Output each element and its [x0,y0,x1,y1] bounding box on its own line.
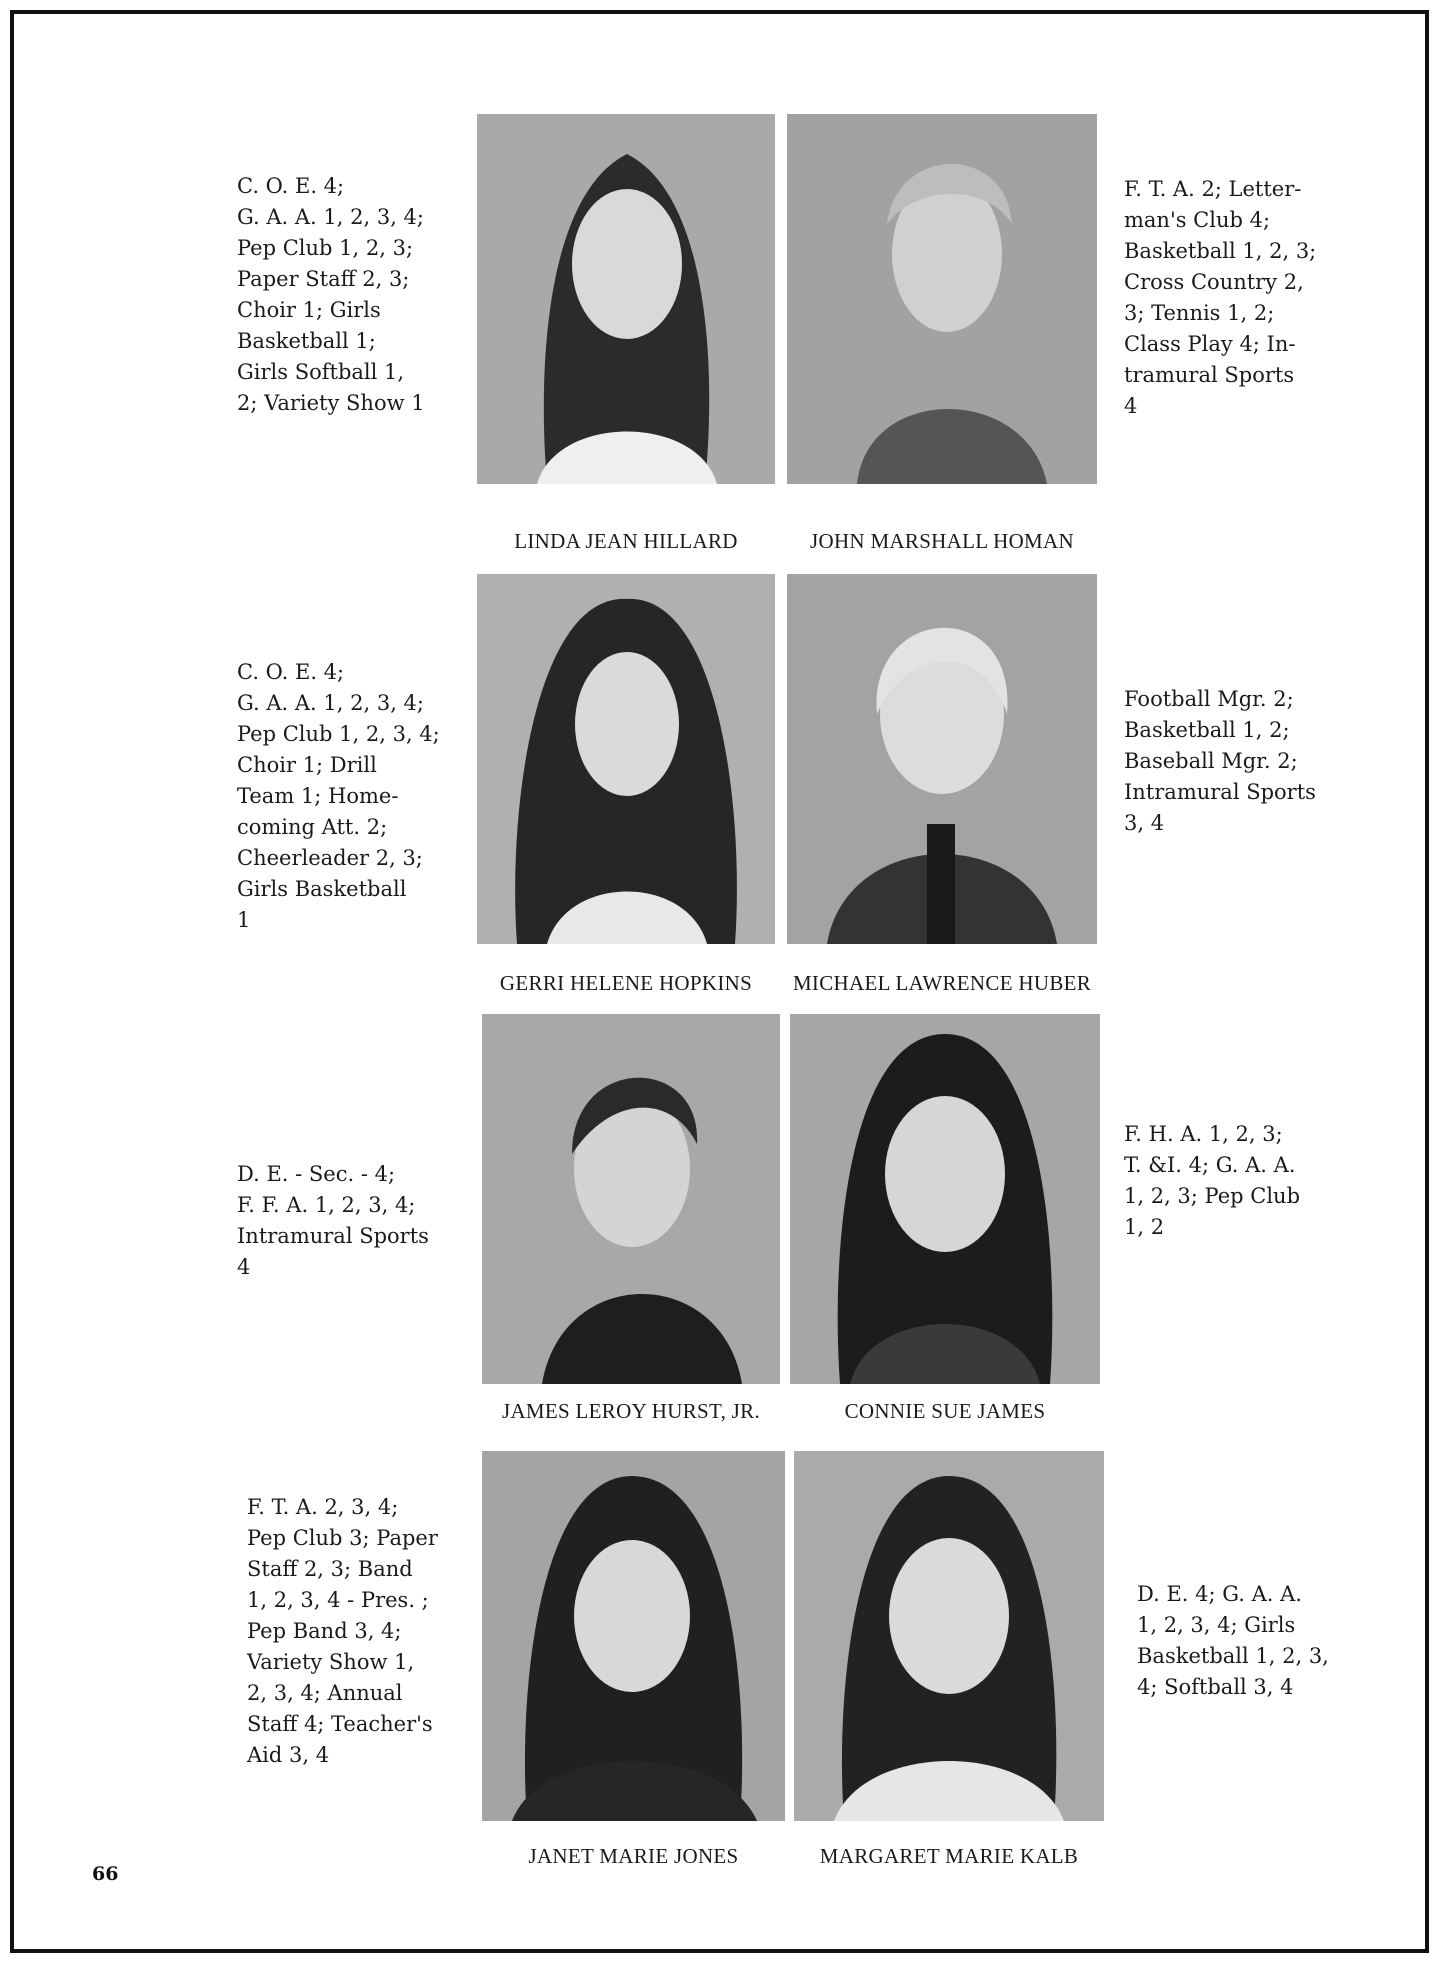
page-number: 66 [92,1863,119,1885]
activities-janet-jones: F. T. A. 2, 3, 4; Pep Club 3; Paper Staff 2, 3; Band 1, 2, 3, 4 - Pres. ; Pep Band 3, 4; Variety Show 1, 2, 3, 4; Annual Staff 4; Teacher's Aid 3, 4 [247,1495,438,1767]
portrait-john-homan [787,114,1097,484]
name-john-homan: JOHN MARSHALL HOMAN [810,529,1074,553]
activities-james-hurst: D. E. - Sec. - 4; F. F. A. 1, 2, 3, 4; Intramural Sports 4 [237,1162,429,1279]
name-james-hurst: JAMES LEROY HURST, JR. [501,1399,761,1423]
activities-gerri-hopkins: C. O. E. 4; G. A. A. 1, 2, 3, 4; Pep Club 1, 2, 3, 4; Choir 1; Drill Team 1; Home- coming Att. 2; Cheerleader 2, 3; Girls Basketball 1 [237,660,440,932]
activities-margaret-kalb: D. E. 4; G. A. A. 1, 2, 3, 4; Girls Basketball 1, 2, 3, 4; Softball 3, 4 [1137,1582,1329,1699]
portrait-connie-james [790,1014,1100,1384]
name-connie-james: CONNIE SUE JAMES [844,1399,1046,1423]
activities-connie-james: F. H. A. 1, 2, 3; T. &I. 4; G. A. A. 1, 2, 3; Pep Club 1, 2 [1124,1122,1301,1239]
activities-michael-huber: Football Mgr. 2; Basketball 1, 2; Baseball Mgr. 2; Intramural Sports 3, 4 [1124,687,1316,835]
name-gerri-hopkins: GERRI HELENE HOPKINS [499,971,753,995]
activities-john-homan: F. T. A. 2; Letter- man's Club 4; Basketball 1, 2, 3; Cross Country 2, 3; Tennis 1, 2; Class Play 4; In- tramural Sports 4 [1124,177,1317,418]
activities-linda-hillard: C. O. E. 4; G. A. A. 1, 2, 3, 4; Pep Club 1, 2, 3; Paper Staff 2, 3; Choir 1; Girls Basketball 1; Girls Softball 1, 2; Variety Show 1 [237,174,425,415]
yearbook-page [10,10,1429,1953]
name-janet-jones: JANET MARIE JONES [528,1844,739,1868]
portrait-margaret-kalb [794,1451,1104,1821]
portrait-gerri-hopkins [477,574,775,944]
portrait-michael-huber [787,574,1097,944]
portrait-james-hurst [482,1014,780,1384]
name-linda-hillard: LINDA JEAN HILLARD [514,529,738,553]
portrait-linda-hillard [477,114,775,484]
name-michael-huber: MICHAEL LAWRENCE HUBER [792,971,1092,995]
portrait-janet-jones [482,1451,785,1821]
name-margaret-kalb: MARGARET MARIE KALB [819,1844,1079,1868]
